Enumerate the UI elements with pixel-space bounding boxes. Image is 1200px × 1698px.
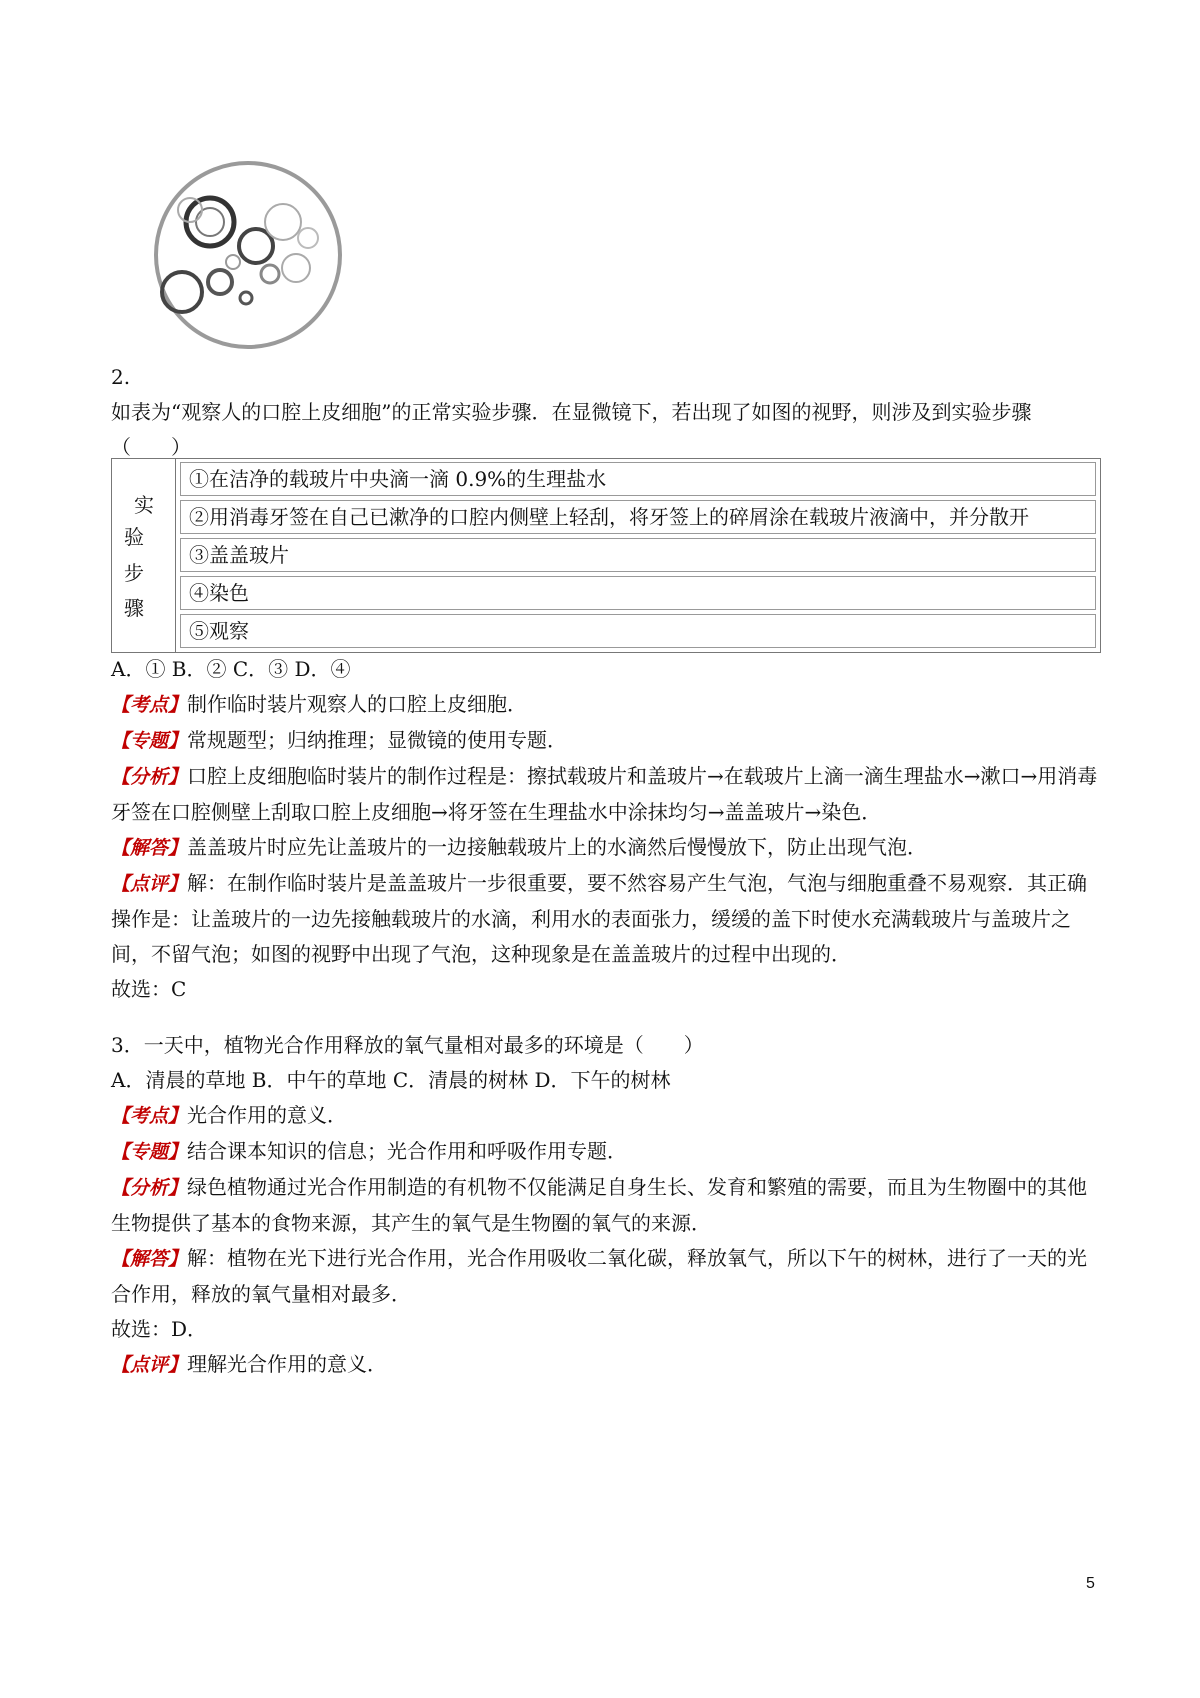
air-bubble	[162, 272, 202, 312]
fenxi-tag: 【分析】	[111, 1177, 188, 1199]
air-bubble	[208, 270, 232, 294]
dianping-tag: 【点评】	[111, 1354, 188, 1376]
cell	[265, 204, 301, 240]
air-bubble	[239, 229, 273, 263]
kaodian: 【考点】光合作用的意义．	[111, 1103, 348, 1127]
kaodian-tag: 【考点】	[111, 1105, 188, 1127]
cell	[261, 265, 279, 283]
options: A．清晨的草地 B．中午的草地 C．清晨的树林 D．下午的树林	[111, 1068, 671, 1092]
zhuanti: 【专题】结合课本知识的信息；光合作用和呼吸作用专题．	[111, 1139, 628, 1163]
zhuanti-tag: 【专题】	[111, 730, 188, 752]
microscope-field-figure	[148, 150, 348, 375]
question-2	[111, 360, 1101, 465]
field-of-view-circle	[156, 163, 340, 347]
dianping: 【点评】解：在制作临时装片是盖盖玻片一步很重要，要不然容易产生气泡，气泡与细胞重叠不易观察．其正确操作是：让盖玻片的一边先接触载玻片的水滴，利用水的表面张力，缓缓的盖下时使水充满载玻片与盖玻片之间，不留气泡；如图的视野中出现了气泡，这种现象是在盖盖玻片的过程中出现的．	[111, 871, 1088, 966]
step-row: ⑤观察	[180, 614, 1096, 648]
fenxi: 【分析】口腔上皮细胞临时装片的制作过程是：擦拭载玻片和盖玻片→在载玻片上滴一滴生理盐水→漱口→用消毒牙签在口腔侧壁上刮取口腔上皮细胞→将牙签在生理盐水中涂抹均匀→盖盖玻片→染色．	[111, 764, 1098, 824]
steps-label-char: 骤	[124, 596, 144, 620]
zhuanti-tag: 【专题】	[111, 1141, 188, 1163]
question-2-analysis	[111, 652, 1101, 1007]
jieda: 【解答】解：植物在光下进行光合作用，光合作用吸收二氧化碳，释放氧气，所以下午的树林，进行了一天的光合作用，释放的氧气量相对最多．	[111, 1246, 1088, 1306]
fenxi: 【分析】绿色植物通过光合作用制造的有机物不仅能满足自身生长、发育和繁殖的需要，而且为生物圈中的其他生物提供了基本的食物来源，其产生的氧气是生物圈的氧气的来源．	[111, 1175, 1088, 1235]
steps-label-char: 验	[124, 525, 144, 549]
air-bubble	[196, 208, 224, 236]
steps-label-char: 实	[134, 493, 154, 517]
jieda: 【解答】盖盖玻片时应先让盖玻片的一边接触载玻片上的水滴然后慢慢放下，防止出现气泡．	[111, 835, 928, 859]
question-stem: 如表为“观察人的口腔上皮细胞”的正常实验步骤．在显微镜下，若出现了如图的视野，则涉及到实验步骤（ ）	[111, 400, 1032, 459]
step-row: ④染色	[180, 576, 1096, 610]
zhuanti: 【专题】常规题型；归纳推理；显微镜的使用专题．	[111, 728, 568, 752]
kaodian: 【考点】制作临时装片观察人的口腔上皮细胞．	[111, 692, 528, 716]
cell	[226, 255, 240, 269]
question-number: 2.	[111, 365, 131, 389]
dianping-tag: 【点评】	[111, 873, 188, 895]
air-bubble	[240, 292, 252, 304]
question-stem: 3．一天中，植物光合作用释放的氧气量相对最多的环境是（ ）	[111, 1033, 704, 1057]
dianping: 【点评】理解光合作用的意义．	[111, 1352, 388, 1376]
steps-label-cell	[112, 459, 176, 652]
step-row: ②用消毒牙签在自己已漱净的口腔内侧壁上轻刮，将牙签上的碎屑涂在载玻片液滴中，并分散开	[180, 500, 1096, 534]
step-row: ③盖盖玻片	[180, 538, 1096, 572]
cell	[298, 228, 318, 248]
options: A．① B．② C．③ D．④	[111, 657, 351, 681]
question-3	[111, 1028, 1101, 1383]
step-row: ①在洁净的载玻片中央滴一滴 0.9%的生理盐水	[180, 462, 1096, 496]
answer: 故选：C	[111, 977, 187, 1001]
fenxi-tag: 【分析】	[111, 766, 188, 788]
jieda-tag: 【解答】	[111, 1248, 188, 1270]
cell	[282, 254, 310, 282]
steps-label-char: 步	[124, 561, 144, 585]
experiment-steps-table	[111, 458, 1101, 653]
answer: 故选：D．	[111, 1317, 208, 1341]
jieda-tag: 【解答】	[111, 837, 188, 859]
kaodian-tag: 【考点】	[111, 694, 188, 716]
page-number: 5	[1086, 1575, 1095, 1592]
